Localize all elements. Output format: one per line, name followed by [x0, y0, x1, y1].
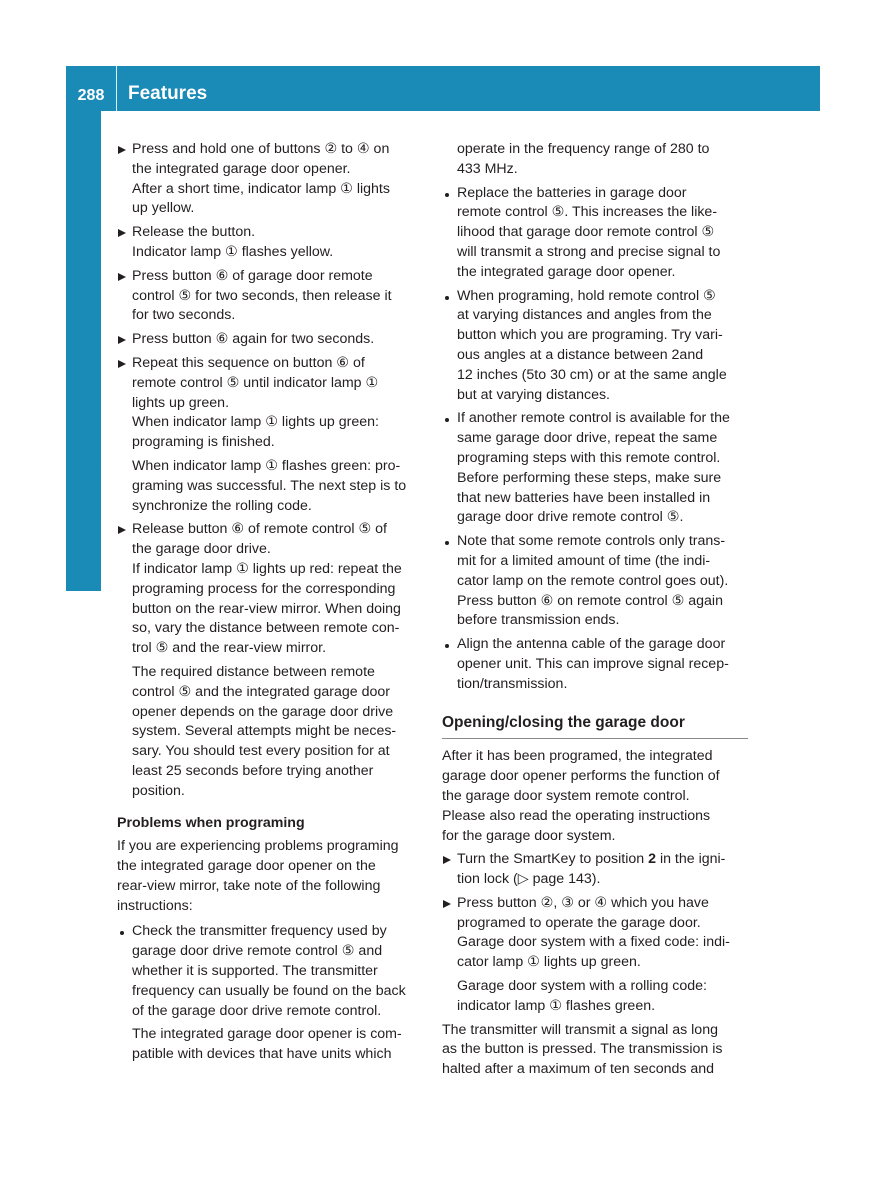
bullet-item: Check the transmitter frequency used by garage door drive remote control ⑤ and whether it is supported. The transmitter frequency can usually be found on the back of the garage door drive remote control. [117, 922, 427, 1021]
instruction-step: Press button ②, ③ or ④ which you have programed to operate the garage door. Garage door system with a fixed code: indi- cator lamp ① lights up green. [442, 894, 748, 973]
instruction-note: Garage door system with a rolling code: indicator lamp ① flashes green. [457, 978, 707, 1014]
step-text: Turn the SmartKey to position [457, 851, 649, 868]
bullet-note: The integrated garage door opener is com- patible with devices that have units which [132, 1026, 402, 1063]
instruction-step: Repeat this sequence on button ⑥ of remote control ⑤ until indicator lamp ① lights up green. When indicator lamp ① lights up green: programing is finished. [117, 354, 427, 453]
instruction-step: Release the button. Indicator lamp ① flashes yellow. [117, 223, 427, 263]
page-number: 288 [77, 87, 105, 104]
step-text: in the igni- tion lock (▷ page 143). [457, 851, 726, 888]
instruction-step: Release button ⑥ of remote control ⑤ of the garage door drive. If indicator lamp ① lights up red: repeat the programing process for the corresponding button on the rear-view mirror. When doing so, vary the distance between remote con- trol ⑤ and the rear-view mirror. [117, 520, 427, 659]
side-tab-label: Stowage and features [79, 326, 100, 530]
chapter-title: Features [128, 83, 208, 104]
instruction-step: Press button ⑥ of garage door remote control ⑤ for two seconds, then release it for two seconds. [117, 267, 427, 326]
bullet-item: When programing, hold remote control ⑤ at varying distances and angles from the button which you are programing. Try vari- ous angles at a distance between 2and 12 inches (5to 30 cm) or at the same angle but at varying distances. [442, 287, 748, 406]
instruction-step [442, 850, 748, 890]
instruction-step: Press button ⑥ again for two seconds. [117, 330, 427, 350]
left-column [117, 140, 427, 1069]
bullet-item: Replace the batteries in garage door remote control ⑤. This increases the like- lihood that garage door remote control ⑤ will transmit a strong and precise signal to the integrated garage door opener. [442, 184, 748, 283]
bullet-item: If another remote control is available for the same garage door drive, repeat the same programing steps with this remote control. Before performing these steps, make sure that new batteries have been installed in garage door drive remote control ⑤. [442, 409, 748, 528]
page-header [66, 66, 820, 111]
right-column [442, 140, 748, 1084]
instruction-note: When indicator lamp ① flashes green: pro- graming was successful. The next step is to synchronize the rolling code. [132, 457, 407, 514]
section-intro: After it has been programed, the integrated garage door opener performs the function of the garage door system remote control. Please also read the operating instructions for the garage door system. [442, 748, 720, 844]
problems-intro: If you are experiencing problems programing the integrated garage door opener on the rear-view mirror, take note of the following instructions: [117, 838, 399, 914]
instruction-step: Press and hold one of buttons ② to ④ on the integrated garage door opener. After a short time, indicator lamp ① lights up yellow. [117, 140, 427, 219]
key-position: 2 [648, 851, 656, 868]
bullet-item: Align the antenna cable of the garage door opener unit. This can improve signal recep- tion/transmission. [442, 635, 748, 694]
section-heading: Opening/closing the garage door [442, 713, 748, 740]
problems-heading: Problems when programing [117, 814, 305, 831]
header-divider [116, 66, 117, 111]
closing-paragraph: The transmitter will transmit a signal as long as the button is pressed. The transmission is halted after a maximum of ten seconds and [442, 1021, 723, 1078]
bullet-item: Note that some remote controls only trans- mit for a limited amount of time (the indi- cator lamp on the remote control goes out). Press button ⑥ on remote control ⑤ again before transmission ends. [442, 532, 748, 631]
bullet-continuation: operate in the frequency range of 280 to 433 MHz. [457, 141, 710, 177]
instruction-note: The required distance between remote control ⑤ and the integrated garage door opener depends on the garage door drive system. Several attempts might be neces- sary. You should test every position for at least 25 seconds before trying another position. [132, 663, 397, 799]
